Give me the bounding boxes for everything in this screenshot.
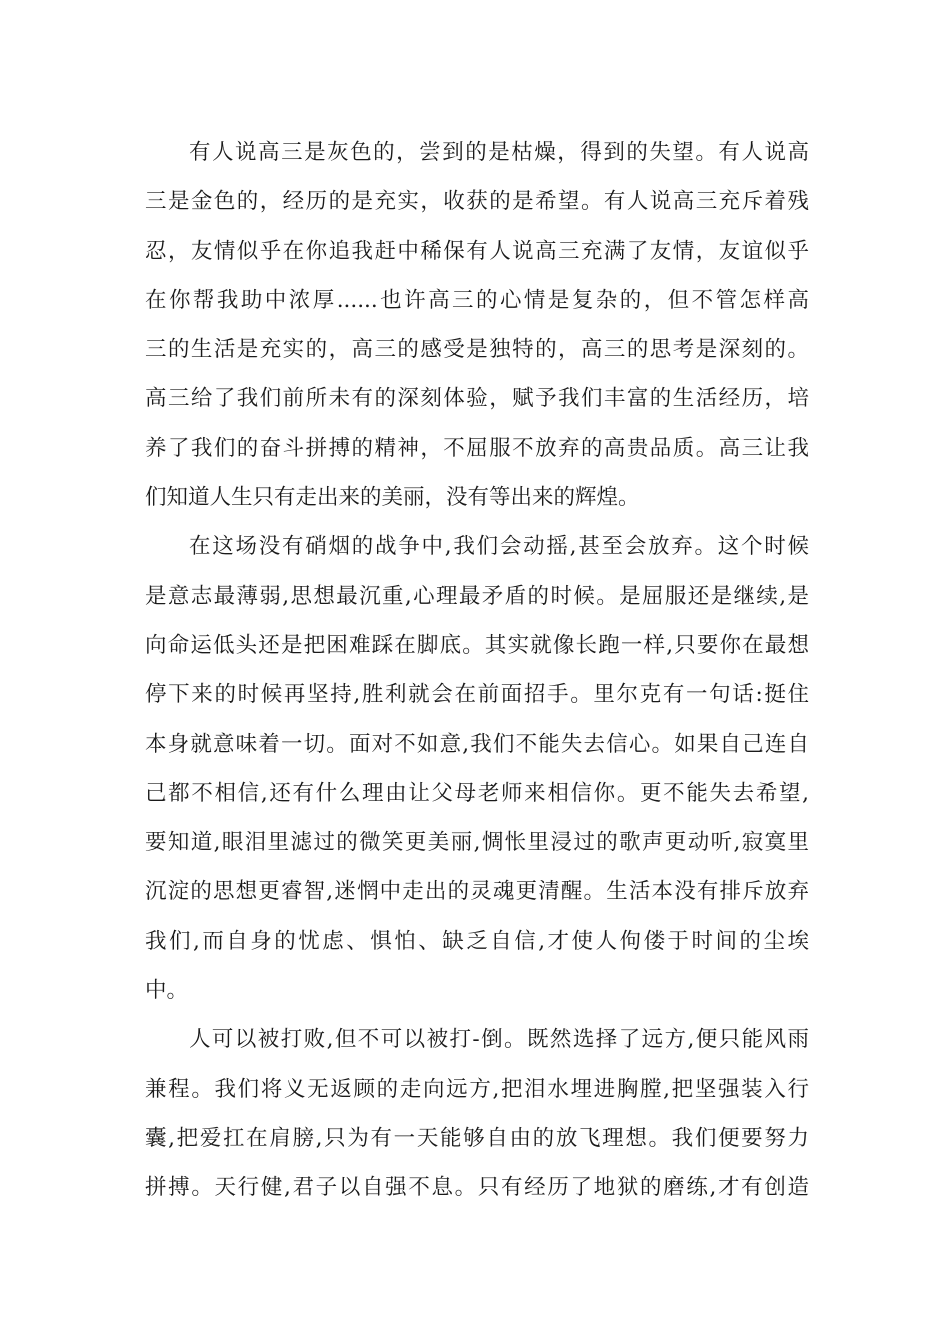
text-line: 兼程。我们将义无返顾的走向远方,把泪水埋进胸膛,把坚强装入行 xyxy=(145,1076,809,1102)
text-line: 囊,把爱扛在肩膀,只为有一天能够自由的放飞理想。我们便要努力 xyxy=(145,1125,809,1151)
document-page xyxy=(145,128,809,1213)
text-line: 拼搏。天行健,君子以自强不息。只有经历了地狱的磨练,才有创造 xyxy=(145,1175,809,1201)
text-line: 要知道,眼泪里滤过的微笑更美丽,惆怅里浸过的歌声更动听,寂寞里 xyxy=(145,830,809,856)
paragraph-3 xyxy=(145,1015,809,1212)
text-line: 停下来的时候再坚持,胜利就会在前面招手。里尔克有一句话:挺住 xyxy=(145,682,809,708)
text-line: 养了我们的奋斗拼搏的精神，不屈服不放弃的高贵品质。高三让我 xyxy=(145,435,809,461)
paragraph-1 xyxy=(145,128,809,522)
text-line: 中。 xyxy=(145,978,189,1004)
text-line: 本身就意味着一切。面对不如意,我们不能失去信心。如果自己连自 xyxy=(145,731,809,757)
text-line: 三的生活是充实的，高三的感受是独特的，高三的思考是深刻的。 xyxy=(145,337,809,363)
text-line: 高三给了我们前所未有的深刻体验，赋予我们丰富的生活经历，培 xyxy=(145,386,809,412)
text-line: 向命运低头还是把困难踩在脚底。其实就像长跑一样,只要你在最想 xyxy=(145,632,809,658)
text-line: 三是金色的，经历的是充实，收获的是希望。有人说高三充斥着残 xyxy=(145,189,809,215)
text-line: 在这场没有硝烟的战争中,我们会动摇,甚至会放弃。这个时候 xyxy=(189,534,809,560)
text-line: 有人说高三是灰色的，尝到的是枯燥，得到的失望。有人说高 xyxy=(189,140,809,165)
text-line: 沉淀的思想更睿智,迷惘中走出的灵魂更清醒。生活本没有排斥放弃 xyxy=(145,879,809,905)
text-line: 己都不相信,还有什么理由让父母老师来相信你。更不能失去希望, xyxy=(145,780,809,806)
text-line: 在你帮我助中浓厚......也许高三的心情是复杂的，但不管怎样高 xyxy=(145,287,809,313)
text-line: 是意志最薄弱,思想最沉重,心理最矛盾的时候。是屈服还是继续,是 xyxy=(145,583,809,609)
text-line: 我们,而自身的忧虑、惧怕、缺乏自信,才使人佝偻于时间的尘埃 xyxy=(145,928,809,954)
paragraph-2 xyxy=(145,522,809,1015)
text-line: 们知道人生只有走出来的美丽，没有等出来的辉煌。 xyxy=(145,485,640,511)
text-line: 人可以被打败,但不可以被打-倒。既然选择了远方,便只能风雨 xyxy=(189,1027,809,1053)
text-line: 忍，友情似乎在你追我赶中稀保有人说高三充满了友情，友谊似乎 xyxy=(145,238,809,264)
